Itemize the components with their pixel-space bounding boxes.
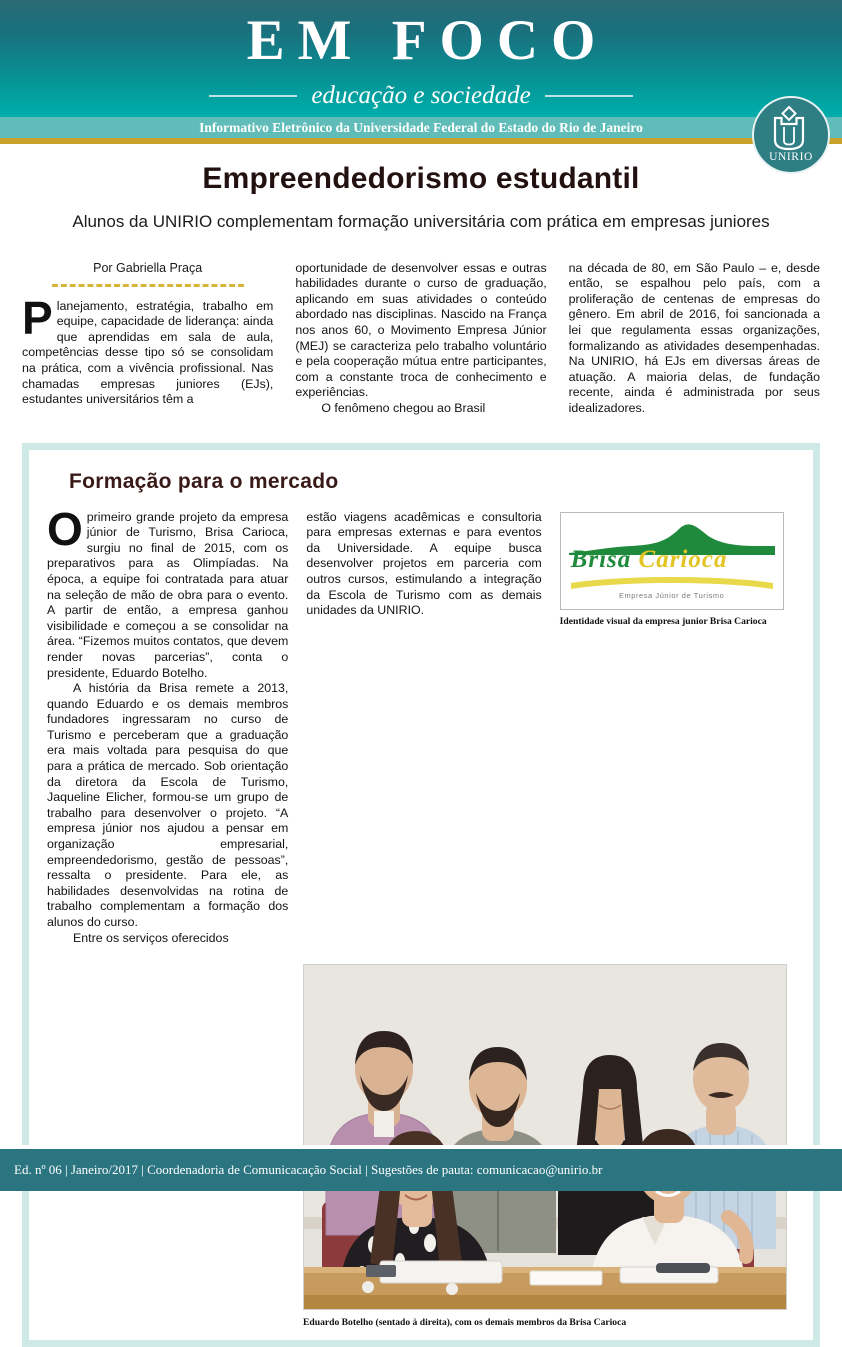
lead-article-columns bbox=[22, 261, 820, 417]
logo-word-carioca: Carioca bbox=[638, 545, 728, 573]
lead-column-1 bbox=[22, 261, 273, 408]
section-title: Formação para o mercado bbox=[69, 469, 339, 493]
publication-title: EM FOCO bbox=[246, 9, 609, 72]
photo-caption: Eduardo Botelho (sentado à direita), com os demais membros da Brisa Carioca bbox=[303, 1317, 627, 1329]
section-dropcap-letter: O bbox=[47, 502, 83, 555]
lead-column-3 bbox=[569, 261, 820, 417]
gold-divider bbox=[0, 138, 842, 144]
section-column-1 bbox=[47, 502, 289, 947]
section-paragraph-3: Entre os serviços oferecidos bbox=[73, 930, 229, 945]
lead-paragraph-1-text: lanejamento, estratégia, trabalho em equipe, capacidade de liderança: ainda que aprendidas em sala de aula, competências desse tipo só se consolidam na prática, com a vivência profissional. Nas chamadas empresas juniores (EJs), estudantes universitários têm a bbox=[22, 298, 274, 407]
lead-paragraph-4: na década de 80, em São Paulo – e, desde então, se espalhou pelo país, com a proliferação de centenas de empresas do gênero. Em abril de 2016, foi sancionada a lei que regulamenta essas organizações, formalizando as atividades desempenhadas. Na UNIRIO, há EJs em diversas áreas de atuação. A maioria delas, de fundação recente, ainda é administrada por seus idealizadores. bbox=[568, 260, 820, 415]
byline-dashed-divider bbox=[52, 284, 244, 287]
lead-paragraph-2: oportunidade de desenvolver essas e outras habilidades durante o curso de graduação, aplicando em suas atividades o conteúdo abordado nas disciplinas. Nascido na França nos anos 60, o Movimento Empresa Júnior (MEJ) se caracteriza pelo trabalho voluntário e pela cooperação mútua entre participantes, com a constante troca de conhecimento e experiências. bbox=[295, 260, 547, 400]
brisa-carioca-logo bbox=[560, 512, 784, 610]
section-paragraph-4: estão viagens acadêmicas e consultoria para empresas externas e para eventos da Universidade. A equipe busca desenvolver projetos em parceria com outros cursos, estimulando a integração da Escola de Turismo com as demais unidades da UNIRIO. bbox=[306, 509, 542, 618]
logo-caption: Identidade visual da empresa junior Brisa Carioca bbox=[559, 615, 767, 627]
masthead-band bbox=[0, 117, 842, 138]
subtitle-rule-right bbox=[545, 95, 633, 97]
lead-paragraph-3: O fenômeno chegou ao Brasil bbox=[321, 400, 486, 415]
subtitle-rule-left bbox=[209, 95, 297, 97]
logo-word-brisa: Brisa bbox=[570, 545, 632, 573]
footer-bar bbox=[0, 1149, 842, 1191]
lead-paragraph-1 bbox=[22, 291, 274, 408]
section-paragraph-2: A história da Brisa remete a 2013, quando Eduardo e os demais membros fundadores ingressaram no curso de Turismo e perceberam que a graduação era mais voltada para pesquisa do que para a prática de mercado. Sob orientação da diretora da Escola de Turismo, Jaqueline Elicher, formou-se um grupo de trabalho para desenvolver o projeto. “A empresa júnior nos ajudou a pensar em organização empresarial, empreendedorismo, gestão de pessoas”, ressalta o presidente. Para ele, as habilidades desenvolvidas na rotina de trabalho complementam a formação dos alunos do curso. bbox=[47, 681, 289, 930]
publication-subtitle-row bbox=[0, 82, 842, 110]
article-byline: Por Gabriella Praça bbox=[93, 260, 203, 275]
brisa-carioca-wordmark bbox=[571, 546, 773, 574]
team-photo bbox=[303, 964, 787, 1310]
section-paragraph-1 bbox=[47, 502, 289, 682]
article-deck: Alunos da UNIRIO complementam formação universitária com prática em empresas juniores bbox=[72, 212, 770, 231]
section-column-3 bbox=[560, 510, 795, 628]
lead-column-2 bbox=[295, 261, 546, 417]
logo-tagline: Empresa Júnior de Turismo bbox=[618, 590, 725, 600]
dropcap-letter: P bbox=[22, 291, 53, 344]
publication-subtitle: educação e sociedade bbox=[311, 82, 531, 109]
article-headline: Empreendedorismo estudantil bbox=[202, 162, 640, 195]
unirio-seal-label: UNIRIO bbox=[769, 151, 813, 163]
section-column-2 bbox=[306, 510, 541, 619]
footer-text: Ed. nº 06 | Janeiro/2017 | Coordenadoria de Comunicacação Social | Sugestões de pauta: comunicacao@unirio.br bbox=[14, 1162, 603, 1177]
masthead bbox=[0, 0, 842, 163]
section-columns bbox=[47, 502, 795, 947]
team-photo-graphic bbox=[304, 965, 786, 1309]
section-paragraph-1-text: primeiro grande projeto da empresa júnior de Turismo, Brisa Carioca, surgiu no final de 2015, com os preparativos para as Olimpíadas. Na época, a equipe foi contratada para atuar na seleção de mão de obra para o evento. A partir de então, a empresa ganhou visibilidade e começou a se consolidar na área. “Fizemos muitos contatos, que devem render novas parcerias”, conta o presidente, Eduardo Botelho. bbox=[47, 509, 289, 680]
section-formacao-para-o-mercado bbox=[22, 443, 820, 1347]
unirio-seal-logo bbox=[752, 96, 830, 174]
masthead-band-text: Informativo Eletrônico da Universidade Federal do Estado do Rio de Janeiro bbox=[199, 119, 643, 135]
